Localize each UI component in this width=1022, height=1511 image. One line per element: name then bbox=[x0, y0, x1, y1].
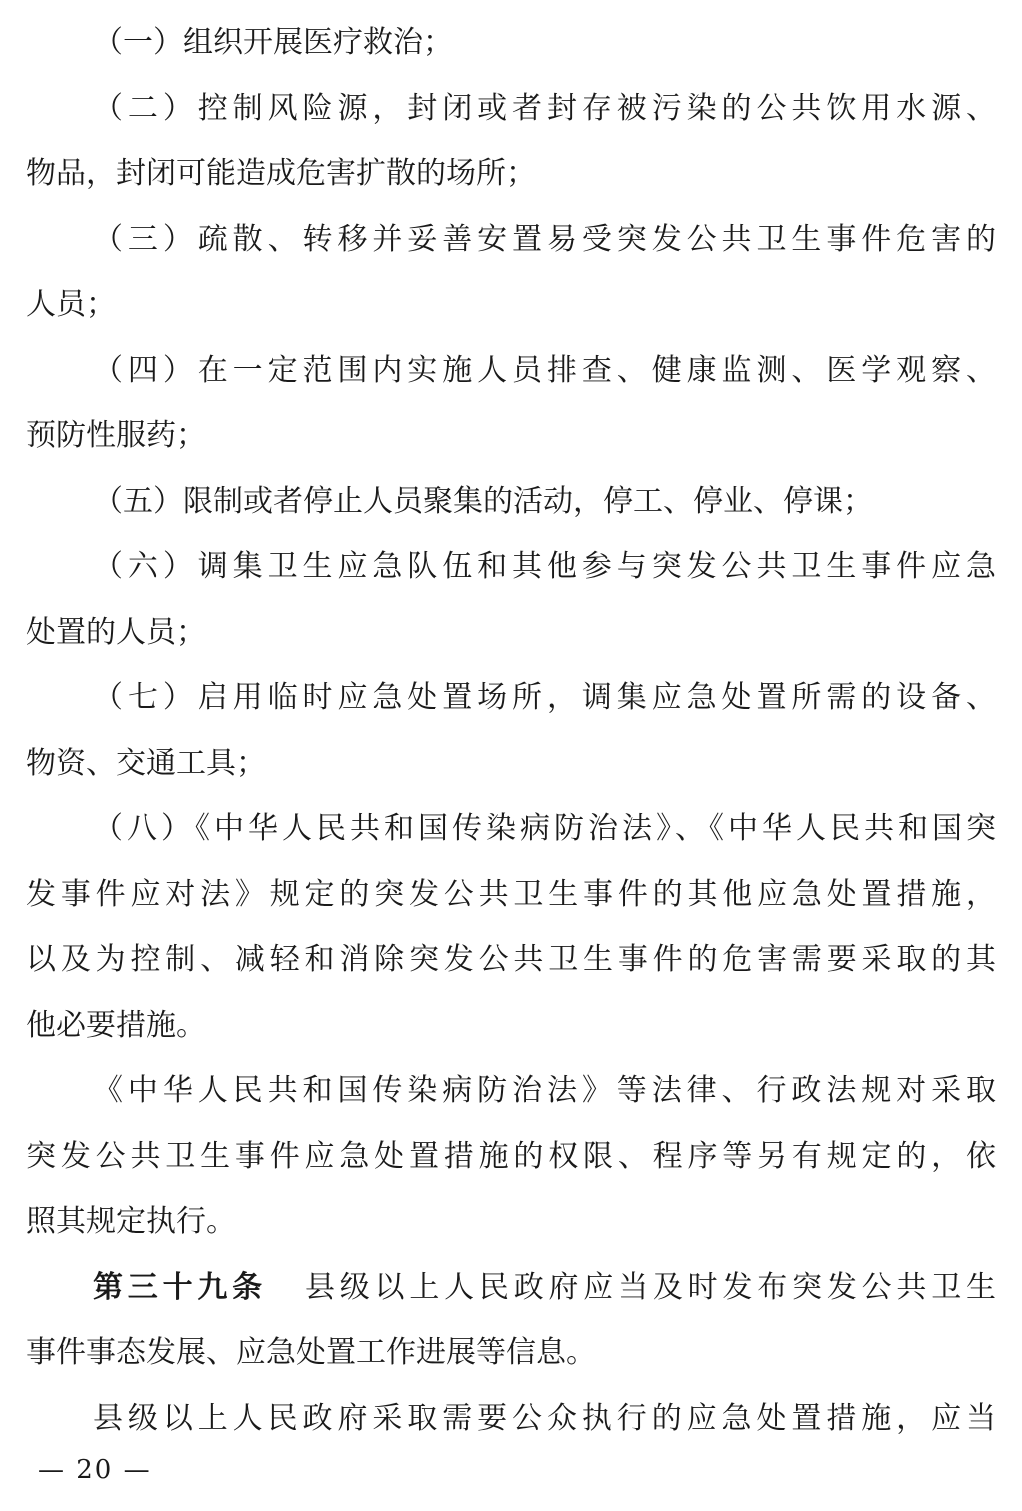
item-6-line-1: （六）调集卫生应急队伍和其他参与突发公共卫生事件应急 bbox=[93, 549, 996, 584]
article-heading: 第三十九条 bbox=[93, 1269, 267, 1305]
item-6-line-2: 处置的人员； bbox=[26, 614, 206, 650]
page-number: — 20 — bbox=[38, 1455, 152, 1485]
item-8-line-2: 发事件应对法》规定的突发公共卫生事件的其他应急处置措施， bbox=[26, 876, 996, 912]
article-39-line-2: 事件事态发展、应急处置工作进展等信息。 bbox=[26, 1335, 596, 1370]
item-1-line-1: （一）组织开展医疗救治； bbox=[93, 25, 453, 60]
item-3-line-1: （三）疏散、转移并妥善安置易受突发公共卫生事件危害的 bbox=[93, 221, 996, 257]
article-39-text-1: 县级以上人民政府应当及时发布突发公共卫生 bbox=[304, 1269, 996, 1305]
item-7-line-1: （七）启用临时应急处置场所，调集应急处置所需的设备、 bbox=[93, 680, 996, 715]
law-reference-line-3: 照其规定执行。 bbox=[26, 1204, 236, 1239]
item-5-line-1: （五）限制或者停止人员聚集的活动，停工、停业、停课； bbox=[93, 483, 873, 519]
item-2-line-1: （二）控制风险源，封闭或者封存被污染的公共饮用水源、 bbox=[93, 90, 996, 126]
item-8-line-1: （八）《中华人民共和国传染病防治法》、《中华人民共和国突 bbox=[93, 811, 996, 846]
item-8-line-4: 他必要措施。 bbox=[26, 1007, 206, 1043]
document-page bbox=[26, 10, 996, 1451]
article-39-line-1 bbox=[26, 1255, 996, 1321]
final-paragraph-line-1: 县级以上人民政府采取需要公众执行的应急处置措施，应当 bbox=[93, 1400, 996, 1436]
item-2-line-2: 物品，封闭可能造成危害扩散的场所； bbox=[26, 156, 536, 191]
item-4-line-2: 预防性服药； bbox=[26, 418, 206, 453]
item-7-line-2: 物资、交通工具； bbox=[26, 745, 266, 781]
law-reference-line-1: 《中华人民共和国传染病防治法》等法律、行政法规对采取 bbox=[93, 1073, 996, 1108]
item-4-line-1: （四）在一定范围内实施人员排查、健康监测、医学观察、 bbox=[93, 352, 996, 388]
item-3-line-2: 人员； bbox=[26, 287, 116, 322]
law-reference-line-2: 突发公共卫生事件应急处置措施的权限、程序等另有规定的，依 bbox=[26, 1138, 996, 1174]
item-8-line-3: 以及为控制、减轻和消除突发公共卫生事件的危害需要采取的其 bbox=[26, 942, 996, 977]
